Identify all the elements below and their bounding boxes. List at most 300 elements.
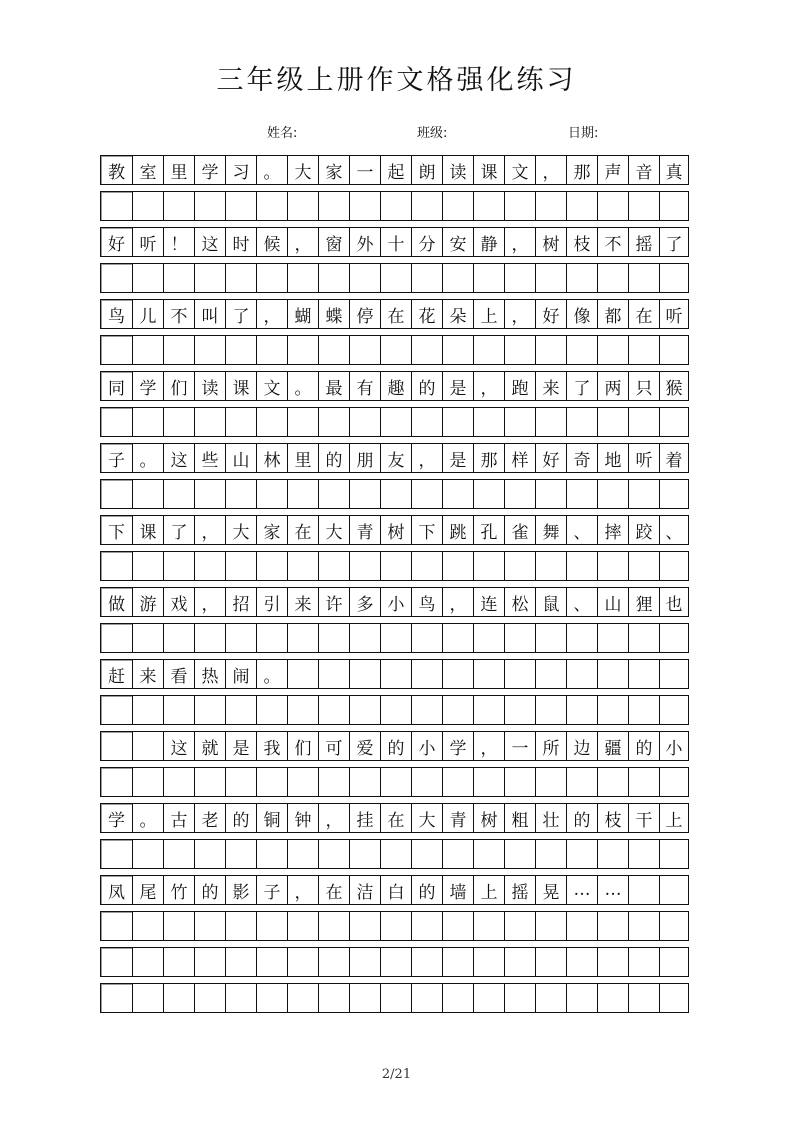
grid-cell: ，	[256, 300, 287, 328]
grid-cell: 分	[411, 228, 442, 256]
grid-cell	[256, 696, 287, 724]
grid-cell: 跑	[504, 372, 535, 400]
grid-cell	[628, 264, 659, 292]
grid-cell	[287, 408, 318, 436]
page-title: 三年级上册作文格强化练习	[216, 65, 577, 96]
text-row	[100, 443, 689, 473]
grid-cell	[442, 624, 473, 652]
grid-cell	[535, 948, 566, 976]
grid-cell	[256, 408, 287, 436]
grid-cell	[132, 696, 163, 724]
grid-cell: 引	[256, 588, 287, 616]
grid-cell: 多	[349, 588, 380, 616]
grid-cell	[318, 624, 349, 652]
grid-cell: 子	[101, 444, 132, 472]
grid-cell	[442, 912, 473, 940]
grid-cell	[318, 192, 349, 220]
grid-cell	[411, 696, 442, 724]
class-label: 班级:	[417, 126, 448, 141]
grid-cell	[101, 768, 132, 796]
grid-cell	[659, 336, 688, 364]
grid-cell: 也	[659, 588, 688, 616]
grid-cell	[597, 984, 628, 1012]
grid-cell	[287, 192, 318, 220]
grid-cell	[163, 840, 194, 868]
grid-cell	[535, 768, 566, 796]
grid-cell	[256, 768, 287, 796]
grid-cell: 这	[163, 444, 194, 472]
grid-cell	[349, 336, 380, 364]
grid-cell: 墙	[442, 876, 473, 904]
grid-cell: 粗	[504, 804, 535, 832]
grid-cell: 做	[101, 588, 132, 616]
grid-cell: 室	[132, 156, 163, 184]
grid-cell: 戏	[163, 588, 194, 616]
grid-cell: 摇	[504, 876, 535, 904]
grid-cell	[287, 480, 318, 508]
grid-cell	[411, 948, 442, 976]
grid-cell: 可	[318, 732, 349, 760]
grid-cell	[504, 264, 535, 292]
grid-cell	[566, 336, 597, 364]
grid-cell	[535, 192, 566, 220]
grid-cell	[349, 768, 380, 796]
date-label: 日期:	[568, 126, 599, 141]
grid-cell	[349, 696, 380, 724]
grid-cell	[659, 984, 688, 1012]
grid-cell	[597, 264, 628, 292]
grid-cell: 是	[442, 372, 473, 400]
grid-cell	[194, 552, 225, 580]
grid-cell	[411, 768, 442, 796]
grid-cell	[287, 912, 318, 940]
grid-cell	[597, 552, 628, 580]
grid-cell: 爱	[349, 732, 380, 760]
grid-cell: 一	[504, 732, 535, 760]
grid-cell	[101, 408, 132, 436]
grid-cell	[318, 660, 349, 688]
grid-cell	[225, 552, 256, 580]
grid-cell	[318, 696, 349, 724]
grid-cell	[442, 336, 473, 364]
grid-cell: 大	[225, 516, 256, 544]
grid-cell	[349, 624, 380, 652]
grid-cell: 学	[194, 156, 225, 184]
grid-cell: 课	[225, 372, 256, 400]
grid-cell: 最	[318, 372, 349, 400]
grid-cell	[628, 336, 659, 364]
grid-cell	[101, 336, 132, 364]
grid-cell: 舞	[535, 516, 566, 544]
grid-cell: 壮	[535, 804, 566, 832]
grid-cell: 们	[287, 732, 318, 760]
grid-cell: 了	[163, 516, 194, 544]
grid-cell	[380, 480, 411, 508]
grid-cell: 花	[411, 300, 442, 328]
blank-row	[100, 479, 689, 509]
grid-cell: 这	[163, 732, 194, 760]
grid-cell	[566, 948, 597, 976]
blank-row	[100, 551, 689, 581]
grid-cell	[318, 408, 349, 436]
grid-cell	[163, 984, 194, 1012]
grid-cell: 干	[628, 804, 659, 832]
grid-cell	[473, 696, 504, 724]
grid-cell: 。	[256, 156, 287, 184]
name-label: 姓名:	[267, 126, 298, 141]
grid-cell: 、	[566, 588, 597, 616]
grid-cell: 都	[597, 300, 628, 328]
grid-cell	[132, 840, 163, 868]
grid-cell	[535, 984, 566, 1012]
grid-cell	[535, 624, 566, 652]
grid-cell	[380, 408, 411, 436]
grid-cell	[473, 948, 504, 976]
grid-cell	[442, 480, 473, 508]
grid-cell: 叫	[194, 300, 225, 328]
grid-cell: ，	[535, 156, 566, 184]
grid-cell: 的	[225, 804, 256, 832]
grid-cell	[256, 192, 287, 220]
grid-cell	[535, 912, 566, 940]
grid-cell: 铜	[256, 804, 287, 832]
blank-row	[100, 191, 689, 221]
grid-cell: 地	[597, 444, 628, 472]
grid-cell: 了	[566, 372, 597, 400]
grid-cell	[194, 948, 225, 976]
grid-cell: 学	[132, 372, 163, 400]
grid-cell	[380, 552, 411, 580]
grid-cell: ，	[473, 372, 504, 400]
grid-cell	[566, 768, 597, 796]
grid-cell	[566, 912, 597, 940]
grid-cell: 蝴	[287, 300, 318, 328]
grid-cell: 、	[659, 516, 688, 544]
grid-cell	[411, 264, 442, 292]
grid-cell	[380, 840, 411, 868]
grid-cell	[101, 552, 132, 580]
grid-cell: 好	[101, 228, 132, 256]
grid-cell	[566, 624, 597, 652]
grid-cell: 竹	[163, 876, 194, 904]
blank-row	[100, 623, 689, 653]
grid-cell	[659, 912, 688, 940]
grid-cell	[659, 192, 688, 220]
grid-cell: …	[597, 876, 628, 904]
text-row	[100, 875, 689, 905]
grid-cell: 样	[504, 444, 535, 472]
grid-cell: 松	[504, 588, 535, 616]
grid-cell: 真	[659, 156, 688, 184]
grid-cell	[504, 192, 535, 220]
grid-cell: 有	[349, 372, 380, 400]
grid-cell: 树	[473, 804, 504, 832]
grid-cell: 摔	[597, 516, 628, 544]
grid-cell	[194, 480, 225, 508]
grid-cell	[163, 552, 194, 580]
grid-cell: 大	[287, 156, 318, 184]
grid-cell: 小	[659, 732, 688, 760]
grid-cell: 们	[163, 372, 194, 400]
grid-cell: 树	[535, 228, 566, 256]
grid-cell	[597, 624, 628, 652]
grid-cell	[101, 948, 132, 976]
grid-cell: 的	[318, 444, 349, 472]
grid-cell	[504, 768, 535, 796]
grid-cell	[473, 984, 504, 1012]
grid-cell	[194, 264, 225, 292]
grid-cell	[132, 480, 163, 508]
grid-cell: 孔	[473, 516, 504, 544]
grid-cell	[163, 408, 194, 436]
grid-cell: ，	[504, 228, 535, 256]
grid-cell: 教	[101, 156, 132, 184]
grid-cell: 不	[597, 228, 628, 256]
grid-cell	[597, 840, 628, 868]
grid-cell	[194, 984, 225, 1012]
grid-cell	[318, 552, 349, 580]
grid-cell: 、	[566, 516, 597, 544]
grid-cell	[318, 984, 349, 1012]
grid-cell	[597, 948, 628, 976]
grid-cell	[380, 948, 411, 976]
grid-cell: ，	[194, 588, 225, 616]
grid-cell: 家	[256, 516, 287, 544]
grid-cell: 跳	[442, 516, 473, 544]
grid-cell: 同	[101, 372, 132, 400]
grid-cell: ，	[473, 732, 504, 760]
grid-cell	[225, 768, 256, 796]
grid-cell: ，	[287, 876, 318, 904]
grid-cell	[597, 660, 628, 688]
grid-cell	[442, 696, 473, 724]
grid-cell: 山	[225, 444, 256, 472]
page-number: 2/21	[381, 1067, 412, 1082]
grid-cell	[101, 480, 132, 508]
grid-cell	[101, 984, 132, 1012]
blank-row	[100, 839, 689, 869]
grid-cell	[349, 552, 380, 580]
grid-cell: 在	[318, 876, 349, 904]
grid-cell	[473, 660, 504, 688]
grid-cell: 下	[411, 516, 442, 544]
grid-cell: 那	[566, 156, 597, 184]
grid-cell	[535, 336, 566, 364]
grid-cell: 大	[411, 804, 442, 832]
grid-cell	[163, 624, 194, 652]
grid-cell: 两	[597, 372, 628, 400]
grid-cell	[256, 264, 287, 292]
grid-cell: 鸟	[101, 300, 132, 328]
grid-cell	[504, 984, 535, 1012]
grid-cell: 奇	[566, 444, 597, 472]
grid-cell	[380, 984, 411, 1012]
grid-cell	[287, 660, 318, 688]
grid-cell	[411, 912, 442, 940]
grid-cell: 听	[132, 228, 163, 256]
grid-cell	[256, 624, 287, 652]
grid-cell: 课	[473, 156, 504, 184]
grid-cell: 家	[318, 156, 349, 184]
grid-cell	[101, 912, 132, 940]
grid-cell: 雀	[504, 516, 535, 544]
grid-cell: 里	[163, 156, 194, 184]
grid-cell	[380, 192, 411, 220]
grid-cell	[659, 624, 688, 652]
blank-row	[100, 983, 689, 1013]
text-row	[100, 227, 689, 257]
grid-cell	[504, 480, 535, 508]
grid-cell: 林	[256, 444, 287, 472]
grid-cell	[194, 624, 225, 652]
grid-cell	[566, 480, 597, 508]
grid-cell	[349, 264, 380, 292]
grid-cell	[628, 948, 659, 976]
grid-cell	[287, 552, 318, 580]
grid-cell	[659, 876, 688, 904]
grid-cell	[318, 948, 349, 976]
grid-cell: 好	[535, 300, 566, 328]
grid-cell	[194, 408, 225, 436]
grid-cell	[535, 264, 566, 292]
grid-cell	[535, 840, 566, 868]
blank-row	[100, 911, 689, 941]
grid-cell: 起	[380, 156, 411, 184]
grid-cell	[504, 840, 535, 868]
grid-cell	[380, 768, 411, 796]
grid-cell: 子	[256, 876, 287, 904]
grid-cell	[225, 984, 256, 1012]
grid-cell: 的	[411, 372, 442, 400]
grid-cell: 白	[380, 876, 411, 904]
grid-cell: ，	[442, 588, 473, 616]
grid-cell	[132, 336, 163, 364]
grid-cell: 外	[349, 228, 380, 256]
grid-cell	[256, 480, 287, 508]
grid-cell	[132, 552, 163, 580]
grid-cell	[132, 408, 163, 436]
grid-cell: 里	[287, 444, 318, 472]
composition-grid	[100, 155, 689, 1019]
grid-cell	[163, 768, 194, 796]
grid-cell	[318, 840, 349, 868]
blank-row	[100, 263, 689, 293]
grid-cell	[442, 408, 473, 436]
grid-cell: 。	[132, 444, 163, 472]
grid-cell	[473, 264, 504, 292]
grid-cell: 只	[628, 372, 659, 400]
grid-cell: 来	[535, 372, 566, 400]
grid-cell	[473, 768, 504, 796]
grid-cell: 蝶	[318, 300, 349, 328]
grid-cell	[380, 912, 411, 940]
grid-cell: 山	[597, 588, 628, 616]
grid-cell	[194, 840, 225, 868]
grid-cell	[380, 660, 411, 688]
grid-cell: 十	[380, 228, 411, 256]
grid-cell	[194, 336, 225, 364]
grid-cell: 古	[163, 804, 194, 832]
grid-cell	[628, 192, 659, 220]
grid-cell: 小	[380, 588, 411, 616]
grid-cell: 朵	[442, 300, 473, 328]
grid-cell	[597, 768, 628, 796]
grid-cell	[659, 696, 688, 724]
grid-cell: 老	[194, 804, 225, 832]
grid-cell	[597, 192, 628, 220]
grid-cell	[318, 480, 349, 508]
grid-cell	[628, 984, 659, 1012]
grid-cell: 疆	[597, 732, 628, 760]
grid-cell	[473, 840, 504, 868]
grid-cell	[225, 264, 256, 292]
grid-cell: 下	[101, 516, 132, 544]
grid-cell	[101, 840, 132, 868]
grid-cell	[442, 984, 473, 1012]
grid-cell	[132, 624, 163, 652]
grid-cell	[194, 912, 225, 940]
grid-cell: 就	[194, 732, 225, 760]
grid-cell	[287, 948, 318, 976]
grid-cell: 是	[442, 444, 473, 472]
grid-cell	[318, 912, 349, 940]
grid-cell	[473, 336, 504, 364]
grid-cell	[659, 660, 688, 688]
grid-cell: 招	[225, 588, 256, 616]
grid-cell: 听	[628, 444, 659, 472]
grid-cell	[163, 480, 194, 508]
grid-cell	[442, 552, 473, 580]
grid-cell	[566, 984, 597, 1012]
grid-cell	[411, 480, 442, 508]
grid-cell	[349, 480, 380, 508]
grid-cell	[411, 984, 442, 1012]
grid-cell	[225, 480, 256, 508]
grid-cell: 看	[163, 660, 194, 688]
grid-cell	[163, 192, 194, 220]
grid-cell	[225, 840, 256, 868]
grid-cell	[628, 552, 659, 580]
grid-cell	[225, 192, 256, 220]
grid-cell	[287, 768, 318, 796]
text-row	[100, 659, 689, 689]
grid-cell: 洁	[349, 876, 380, 904]
grid-cell	[163, 696, 194, 724]
grid-cell: 。	[256, 660, 287, 688]
grid-cell	[628, 660, 659, 688]
grid-cell: 了	[659, 228, 688, 256]
grid-cell	[442, 840, 473, 868]
grid-cell: 。	[132, 804, 163, 832]
grid-cell	[535, 552, 566, 580]
grid-cell	[628, 480, 659, 508]
grid-cell	[225, 948, 256, 976]
grid-cell: 上	[473, 876, 504, 904]
grid-cell: 小	[411, 732, 442, 760]
grid-cell: 声	[597, 156, 628, 184]
grid-cell	[349, 984, 380, 1012]
grid-cell: 在	[380, 300, 411, 328]
grid-cell: 晃	[535, 876, 566, 904]
text-row	[100, 515, 689, 545]
grid-cell	[473, 552, 504, 580]
grid-cell: ，	[504, 300, 535, 328]
grid-cell	[473, 408, 504, 436]
grid-cell: 游	[132, 588, 163, 616]
text-row	[100, 803, 689, 833]
grid-cell: ，	[411, 444, 442, 472]
grid-cell	[225, 696, 256, 724]
